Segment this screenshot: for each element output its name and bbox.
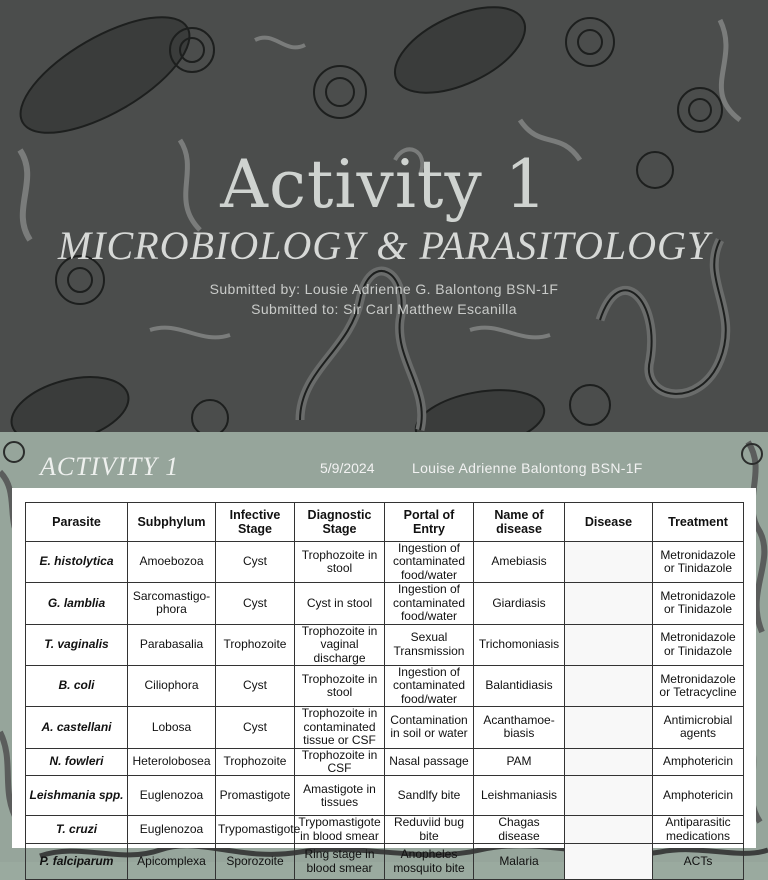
submitted-by-text: Submitted by: Lousie Adrienne G. Balontong BSN-1F [209,281,559,297]
table-row [26,542,744,583]
cell-infective-stage: Promastigote [216,776,295,816]
cell-infective-stage: Trypomastigote [216,816,295,844]
cell-diagnostic-stage: Trophozoite in stool [295,542,385,583]
cell-portal-of-entry: Sexual Transmission [385,624,474,665]
cell-infective-stage: Cyst [216,542,295,583]
cell-parasite: Leishmania spp. [26,776,128,816]
cell-name-of-disease: Malaria [474,844,565,880]
cell-subphylum: Euglenozoa [128,776,216,816]
table-row [26,707,744,748]
cell-infective-stage: Cyst [216,583,295,624]
cell-portal-of-entry: Nasal passage [385,748,474,776]
cell-subphylum: Lobosa [128,707,216,748]
table-row [26,583,744,624]
cell-parasite: T. vaginalis [26,624,128,665]
cell-subphylum: Ciliophora [128,665,216,706]
header-infective-stage: Infective Stage [216,503,295,542]
cell-subphylum: Apicomplexa [128,844,216,880]
cell-name-of-disease: Acanthamoe-biasis [474,707,565,748]
cell-subphylum: Parabasalia [128,624,216,665]
table-row [26,816,744,844]
cell-portal-of-entry: Ingestion of contaminated food/water [385,542,474,583]
cell-name-of-disease: Leishmaniasis [474,776,565,816]
cell-name-of-disease: Amebiasis [474,542,565,583]
cell-name-of-disease: Giardiasis [474,583,565,624]
cell-parasite: G. lamblia [26,583,128,624]
slide-subtitle: MICROBIOLOGY & PARASITOLOGY [57,223,711,268]
cell-treatment: Amphotericin [653,748,744,776]
activity-heading: ACTIVITY 1 [40,452,180,481]
cell-disease [565,776,653,816]
cell-disease [565,624,653,665]
table-row [26,748,744,776]
cell-disease [565,583,653,624]
header-parasite: Parasite [26,503,128,542]
cell-infective-stage: Cyst [216,665,295,706]
cell-treatment: Antiparasitic medications [653,816,744,844]
header-portal-of-entry: Portal of Entry [385,503,474,542]
header-treatment: Treatment [653,503,744,542]
cell-diagnostic-stage: Ring stage in blood smear [295,844,385,880]
table-row [26,776,744,816]
cell-disease [565,707,653,748]
cell-subphylum: Sarcomastigo-phora [128,583,216,624]
header-name-of-disease: Name of disease [474,503,565,542]
header-disease: Disease [565,503,653,542]
cell-treatment: Metronidazole or Tinidazole [653,542,744,583]
cell-diagnostic-stage: Trophozoite in contaminated tissue or CSF [295,707,385,748]
cell-subphylum: Euglenozoa [128,816,216,844]
cell-treatment: Amphotericin [653,776,744,816]
cell-treatment: Metronidazole or Tetracycline [653,665,744,706]
cell-infective-stage: Trophozoite [216,624,295,665]
cell-disease [565,665,653,706]
cell-treatment: Metronidazole or Tinidazole [653,624,744,665]
cell-diagnostic-stage: Amastigote in tissues [295,776,385,816]
cell-parasite: B. coli [26,665,128,706]
cell-diagnostic-stage: Cyst in stool [295,583,385,624]
cell-name-of-disease: Chagas disease [474,816,565,844]
cell-parasite: N. fowleri [26,748,128,776]
table-slide [0,432,768,875]
cell-portal-of-entry: Contamination in soil or water [385,707,474,748]
cell-parasite: A. castellani [26,707,128,748]
cell-diagnostic-stage: Trophozoite in stool [295,665,385,706]
cell-infective-stage: Sporozoite [216,844,295,880]
cell-name-of-disease: Balantidiasis [474,665,565,706]
submitted-to-text: Submitted to: Sir Carl Matthew Escanilla [251,301,517,317]
header-diagnostic-stage: Diagnostic Stage [295,503,385,542]
slide-title: Activity 1 [220,146,548,223]
table-header-row [26,503,744,542]
cell-parasite: P. falciparum [26,844,128,880]
title-slide [0,0,768,432]
cell-infective-stage: Cyst [216,707,295,748]
cell-treatment: ACTs [653,844,744,880]
cell-diagnostic-stage: Trypomastigote in blood smear [295,816,385,844]
cell-subphylum: Heterolobosea [128,748,216,776]
table-row [26,844,744,880]
cell-diagnostic-stage: Trophozoite in vaginal discharge [295,624,385,665]
cell-treatment: Metronidazole or Tinidazole [653,583,744,624]
cell-portal-of-entry: Ingestion of contaminated food/water [385,583,474,624]
cell-portal-of-entry: Sandlfy bite [385,776,474,816]
cell-disease [565,748,653,776]
cell-parasite: T. cruzi [26,816,128,844]
cell-treatment: Antimicrobial agents [653,707,744,748]
cell-infective-stage: Trophozoite [216,748,295,776]
cell-name-of-disease: Trichomoniasis [474,624,565,665]
table-row [26,665,744,706]
parasite-table [25,502,744,880]
cell-portal-of-entry: Anopheles mosquito bite [385,844,474,880]
cell-disease [565,542,653,583]
cell-name-of-disease: PAM [474,748,565,776]
activity-author: Louise Adrienne Balontong BSN-1F [412,460,643,476]
table-row [26,624,744,665]
table-sheet [12,488,756,875]
cell-diagnostic-stage: Trophozoite in CSF [295,748,385,776]
cell-disease [565,816,653,844]
cell-parasite: E. histolytica [26,542,128,583]
cell-subphylum: Amoebozoa [128,542,216,583]
cell-portal-of-entry: Ingestion of contaminated food/water [385,665,474,706]
header-subphylum: Subphylum [128,503,216,542]
activity-date: 5/9/2024 [320,460,375,476]
cell-disease [565,844,653,880]
cell-portal-of-entry: Reduviid bug bite [385,816,474,844]
